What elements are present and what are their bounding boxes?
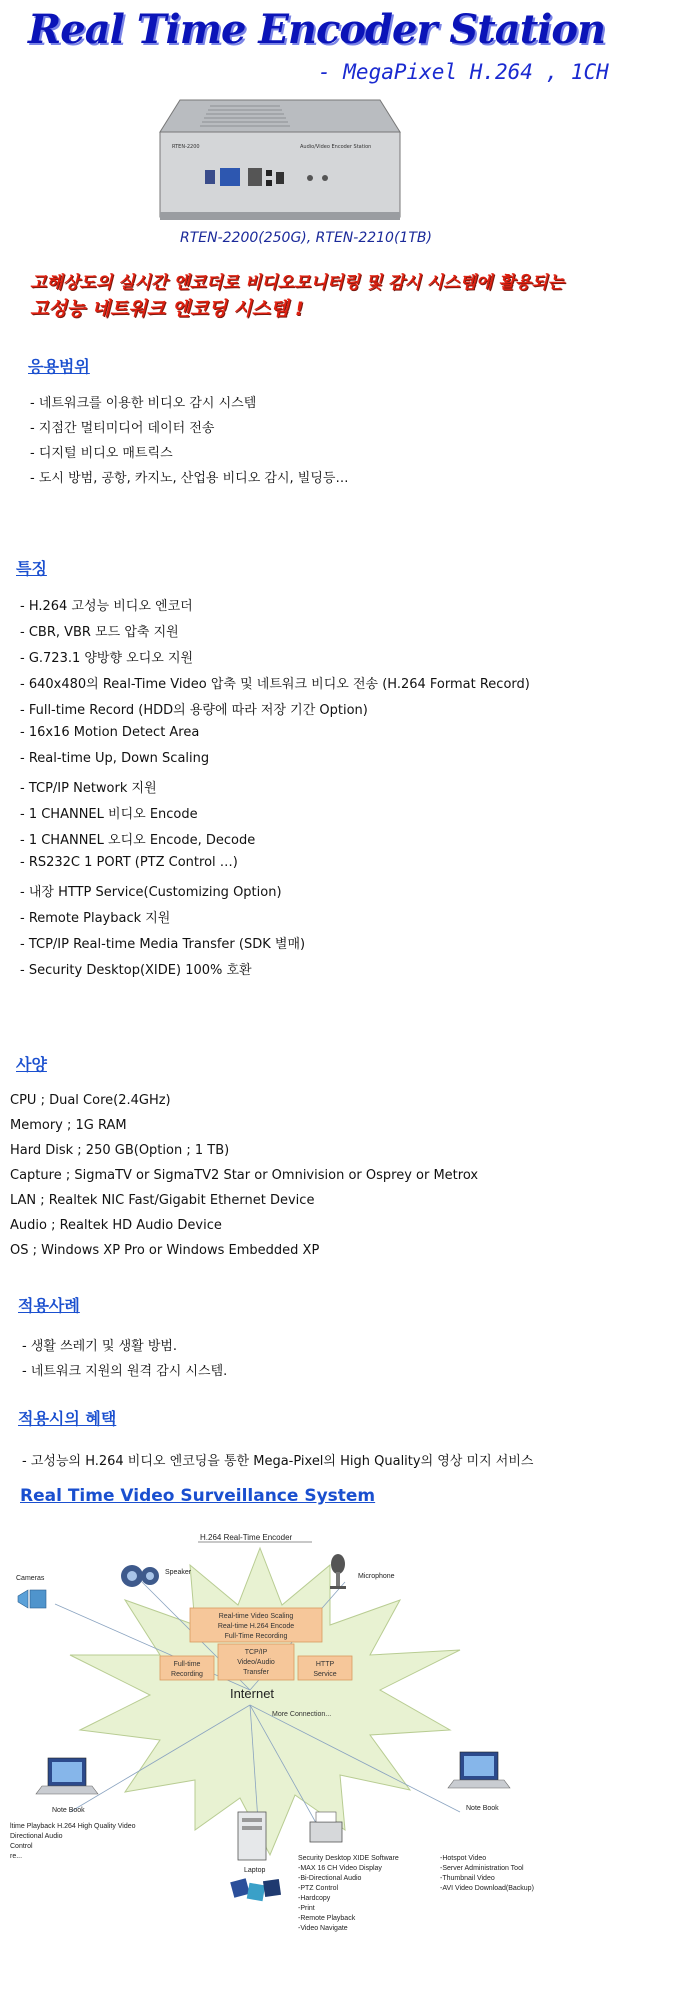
device-model-caption: RTEN-2200(250G), RTEN-2210(1TB) <box>180 230 432 246</box>
center-list-item: -Remote Playback <box>298 1915 356 1922</box>
pc-tower-icon <box>238 1812 266 1860</box>
feature-item: - TCP/IP Real-time Media Transfer (SDK 별매) <box>20 937 306 952</box>
center-list-item: -Print <box>298 1905 315 1912</box>
case-item: - 네트워크 지원의 원격 감시 시스템. <box>22 1364 228 1379</box>
surveillance-system-diagram <box>0 1530 560 1980</box>
feature-item: - Full-time Record (HDD의 용량에 따라 저장 기간 Option) <box>20 703 368 718</box>
system-heading: Real Time Video Surveillance System <box>20 1486 376 1506</box>
feature-item: - G.723.1 양방향 오디오 지원 <box>20 651 194 666</box>
feature-item: - CBR, VBR 모드 압축 지원 <box>20 625 179 640</box>
internet-label: Internet <box>229 1686 275 1701</box>
spec-item: OS ; Windows XP Pro or Windows Embedded XP <box>10 1243 320 1258</box>
feature-item: - TCP/IP Network 지원 <box>20 781 157 796</box>
benefits-heading: 적용시의 혜택 <box>18 1409 117 1428</box>
page-title: Real Time Encoder Station <box>28 6 606 53</box>
case-item: - 생활 쓰레기 및 생활 방범. <box>22 1339 178 1354</box>
center-list-item: Security Desktop XIDE Software <box>298 1855 399 1862</box>
fulltime-line-1: Full-time <box>173 1661 201 1668</box>
device-image <box>150 92 410 227</box>
more-connection-label: More Connection... <box>272 1711 332 1718</box>
right-list-item: -Server Administration Tool <box>440 1865 524 1872</box>
center-list-item: -Bi-Directional Audio <box>298 1875 362 1882</box>
microphone-label: Microphone <box>358 1573 395 1580</box>
center-list-item: -MAX 16 CH Video Display <box>298 1865 382 1872</box>
usage-item: - 디지털 비디오 매트릭스 <box>30 446 173 461</box>
core-line-2: Real-time H.264 Encode <box>217 1623 295 1630</box>
notebook-left-label: Note Book <box>52 1807 85 1814</box>
feature-item: - H.264 고성능 비디오 엔코더 <box>20 599 193 614</box>
fulltime-line-2: Recording <box>171 1671 203 1678</box>
center-list-item: -PTZ Control <box>298 1885 339 1892</box>
feature-item: - 1 CHANNEL 비디오 Encode <box>20 807 198 822</box>
http-line-2: Service <box>313 1671 337 1678</box>
usage-item: - 네트워크를 이용한 비디오 감시 시스템 <box>30 396 257 411</box>
left-list-item: re... <box>10 1853 23 1860</box>
spec-item: Capture ; SigmaTV or SigmaTV2 Star or Omnivision or Osprey or Metrox <box>10 1168 479 1183</box>
specs-heading: 사양 <box>16 1055 47 1074</box>
speaker-icon <box>121 1565 159 1587</box>
tcp-line-1: TCP/IP <box>244 1649 268 1656</box>
slogan-line-2: 고성능 네트워크 엔코딩 시스템 ! <box>30 298 304 320</box>
right-list-item: -Thumbnail Video <box>440 1875 495 1882</box>
spec-item: LAN ; Realtek NIC Fast/Gigabit Ethernet Device <box>10 1193 315 1208</box>
spec-item: Hard Disk ; 250 GB(Option ; 1 TB) <box>10 1143 230 1158</box>
slogan-line-1: 고해상도의 실시간 엔코더로 비디오모니터링 및 감시 시스템에 활용되는 <box>30 273 565 293</box>
benefit-item: - 고성능의 H.264 비디오 엔코딩을 통한 Mega-Pixel의 High Quality의 영상 미지 서비스 <box>22 1454 534 1469</box>
page-subtitle: - MegaPixel H.264 , 1CH <box>318 60 609 84</box>
feature-item: - Real-time Up, Down Scaling <box>20 751 210 766</box>
device-left-label: RTEN-2200 <box>172 144 200 150</box>
spec-item: Audio ; Realtek HD Audio Device <box>10 1218 222 1233</box>
cameras-label: Cameras <box>16 1575 45 1582</box>
right-list-item: -AVI Video Download(Backup) <box>440 1885 534 1892</box>
spec-item: Memory ; 1G RAM <box>10 1118 127 1133</box>
left-list-item: Directional Audio <box>10 1833 63 1840</box>
feature-item: - 16x16 Motion Detect Area <box>20 725 200 740</box>
spec-item: CPU ; Dual Core(2.4GHz) <box>10 1093 171 1108</box>
feature-item: - 1 CHANNEL 오디오 Encode, Decode <box>20 833 256 848</box>
notebook-left-icon <box>36 1758 98 1794</box>
left-list-item: Control <box>10 1843 33 1850</box>
notebook-right-icon <box>448 1752 510 1788</box>
device-right-label: Audio/Video Encoder Station <box>300 144 372 150</box>
usage-item: - 도시 방범, 공항, 카지노, 산업용 비디오 감시, 빌딩등… <box>30 471 349 486</box>
feature-item: - 640x480의 Real-Time Video 압축 및 네트워크 비디오 전송 (H.264 Format Record) <box>20 677 530 692</box>
center-list-item: -Hardcopy <box>298 1895 331 1902</box>
usage-heading: 응용범위 <box>28 357 90 376</box>
left-list-item: ltime Playback H.264 High Quality Video <box>10 1823 136 1830</box>
center-list-item: -Video Navigate <box>298 1925 348 1932</box>
media-disks-icon <box>230 1878 281 1901</box>
speaker-label: Speaker <box>165 1569 192 1576</box>
feature-item: - RS232C 1 PORT (PTZ Control …) <box>20 855 238 870</box>
feature-item: - Remote Playback 지원 <box>20 911 171 926</box>
tcp-line-2: Video/Audio <box>237 1659 275 1666</box>
core-line-3: Full-Time Recording <box>224 1633 288 1640</box>
usage-item: - 지점간 멀티미디어 데이터 전송 <box>30 421 215 436</box>
diagram-top-label: H.264 Real-Time Encoder <box>200 1533 293 1542</box>
cases-heading: 적용사례 <box>18 1296 80 1315</box>
tcp-line-3: Transfer <box>243 1669 269 1676</box>
notebook-right-label: Note Book <box>466 1805 499 1812</box>
laptop-label: Laptop <box>244 1867 266 1874</box>
feature-item: - 내장 HTTP Service(Customizing Option) <box>20 885 282 900</box>
camera-icon <box>18 1590 46 1608</box>
features-heading: 특징 <box>16 559 47 578</box>
feature-item: - Security Desktop(XIDE) 100% 호환 <box>20 963 252 978</box>
core-line-1: Real-time Video Scaling <box>218 1613 294 1620</box>
right-list-item: -Hotspot Video <box>440 1855 487 1862</box>
internet-starburst <box>70 1548 460 1855</box>
http-line-1: HTTP <box>315 1661 335 1668</box>
